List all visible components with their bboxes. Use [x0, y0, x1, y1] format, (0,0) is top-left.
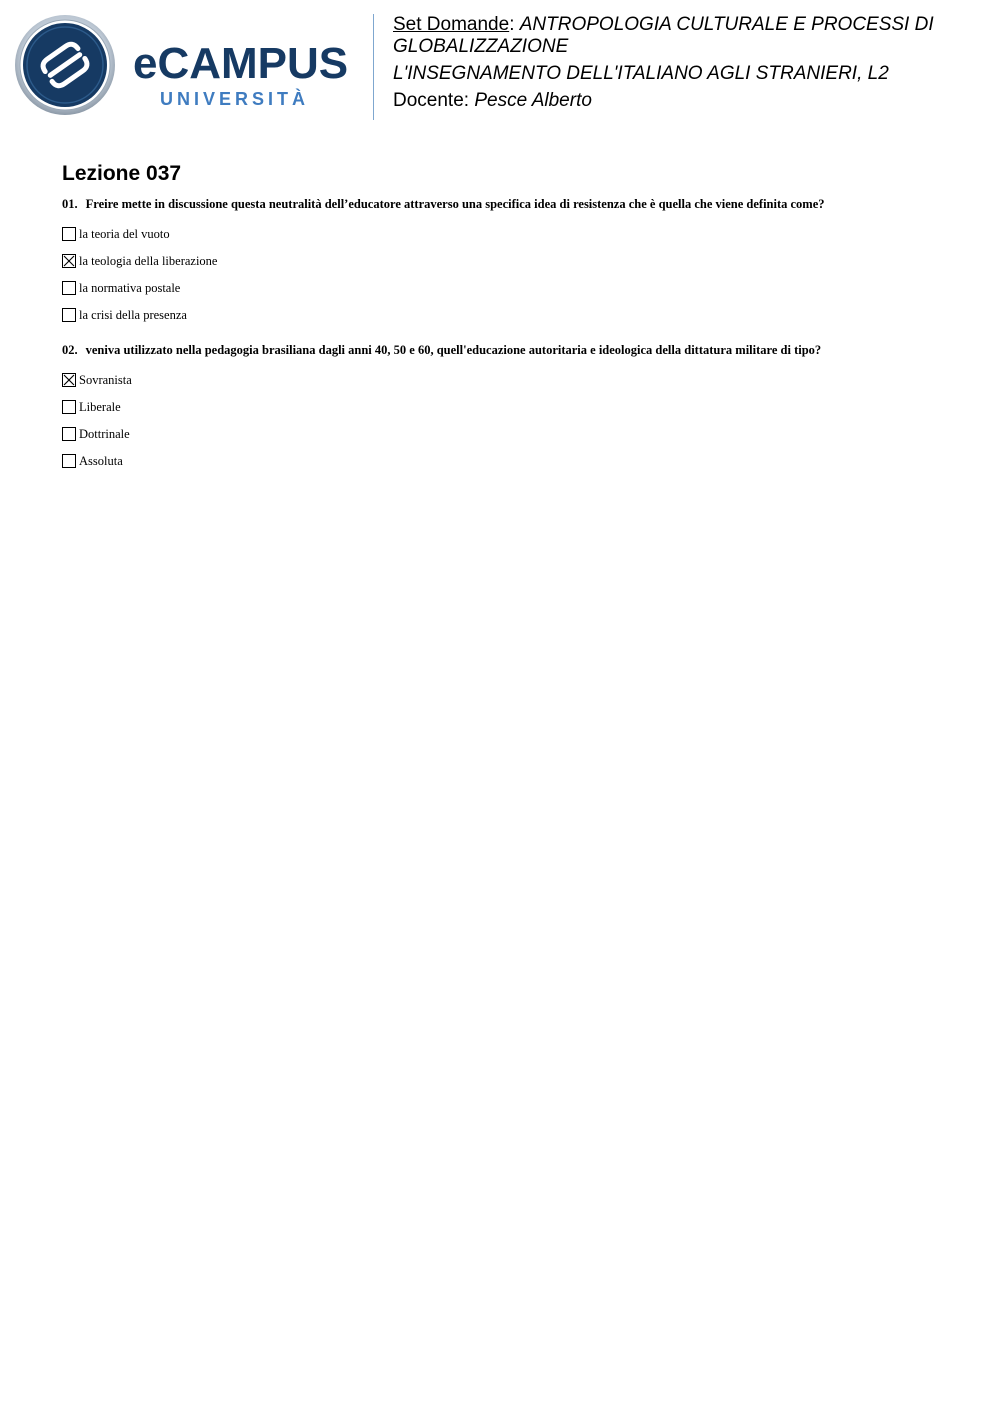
answer-option[interactable] — [62, 420, 942, 447]
question — [62, 342, 942, 474]
answer-text: Assoluta — [79, 453, 123, 468]
cross-mark-icon — [63, 255, 75, 267]
checkbox[interactable] — [62, 454, 76, 468]
question-list — [62, 196, 942, 474]
question-number: 01. — [62, 197, 78, 211]
checkbox[interactable] — [62, 400, 76, 414]
course-row — [393, 14, 983, 58]
course-name: ANTROPOLOGIA CULTURALE E PROCESSI DI GLOBALIZZAZIONE — [393, 14, 934, 57]
brand-subtitle: UNIVERSITÀ — [160, 89, 310, 109]
checked-checkbox[interactable] — [62, 373, 76, 387]
checkbox[interactable] — [62, 427, 76, 441]
checked-checkbox[interactable] — [62, 254, 76, 268]
header-divider — [373, 14, 374, 120]
set-label: Set Domande — [393, 14, 510, 35]
checkbox[interactable] — [62, 281, 76, 295]
answer-text: Sovranista — [79, 372, 132, 387]
checkbox[interactable] — [62, 308, 76, 322]
lesson-title: Lezione 037 — [62, 162, 182, 185]
answer-text: la normativa postale — [79, 280, 181, 295]
answer-text: Dottrinale — [79, 426, 130, 441]
answer-text: la teologia della liberazione — [79, 253, 218, 268]
question-number: 02. — [62, 343, 78, 357]
question-text — [62, 196, 942, 212]
answer-option[interactable] — [62, 447, 942, 474]
question-text — [62, 342, 942, 358]
page-header — [0, 0, 1000, 130]
answer-option[interactable] — [62, 247, 942, 274]
question-body: Freire mette in discussione questa neutralità dell’educatore attraverso una specifica idea di resistenza che è quella che viene definita come? — [85, 197, 825, 211]
docente-row — [393, 90, 983, 112]
set-separator: : — [509, 14, 520, 35]
answer-option[interactable] — [62, 301, 942, 328]
ecampus-wordmark — [133, 40, 358, 112]
question — [62, 196, 942, 328]
answer-option[interactable] — [62, 274, 942, 301]
answer-text: la teoria del vuoto — [79, 226, 170, 241]
answer-option[interactable] — [62, 393, 942, 420]
quiz-content — [62, 160, 942, 488]
docente-name: Pesce Alberto — [474, 90, 592, 111]
cross-mark-icon — [63, 374, 75, 386]
question-body: veniva utilizzato nella pedagogia brasiliana dagli anni 40, 50 e 60, quell'educazione autoritaria e ideologica della dittatura militare di tipo? — [85, 343, 822, 357]
docente-label: Docente: — [393, 90, 475, 111]
brand-name: eCAMPUS — [133, 39, 349, 88]
checkbox[interactable] — [62, 227, 76, 241]
answer-option[interactable] — [62, 366, 942, 393]
ecampus-seal-logo — [14, 14, 116, 116]
answer-text: Liberale — [79, 399, 121, 414]
answer-option[interactable] — [62, 220, 942, 247]
course-info — [393, 14, 983, 112]
answer-text: la crisi della presenza — [79, 307, 187, 322]
course-subtitle: L'INSEGNAMENTO DELL'ITALIANO AGLI STRANIERI, L2 — [393, 63, 889, 84]
